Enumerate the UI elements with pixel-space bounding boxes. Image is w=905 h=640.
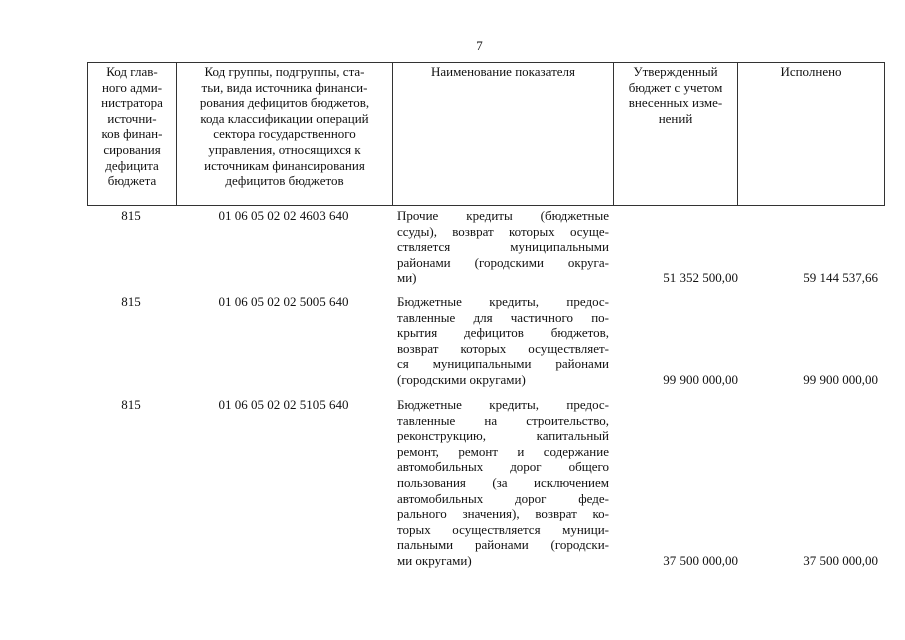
header-line: тьи, вида источника финанси- xyxy=(201,79,368,95)
header-line: источни- xyxy=(107,110,157,126)
code: 01 06 05 02 02 5105 640 xyxy=(218,397,349,412)
indicator-name-line: торых осуществляется муници- xyxy=(397,521,609,537)
indicator-name-line: ми округами) xyxy=(397,552,472,568)
header-line: источникам финансирования xyxy=(204,157,365,173)
header-line: Код группы, подгруппы, ста- xyxy=(204,64,365,79)
header-line: Утвержденный xyxy=(633,64,718,79)
header-executed: Исполнено xyxy=(738,63,885,206)
executed: 37 500 000,00 xyxy=(803,553,878,568)
approved: 99 900 000,00 xyxy=(663,372,738,387)
indicator-name xyxy=(397,294,609,388)
header-line: бюджет с учетом xyxy=(628,79,723,95)
header-line: бюджета xyxy=(107,173,157,189)
header-line: дефицита xyxy=(105,157,159,173)
approved: 51 352 500,00 xyxy=(663,270,738,286)
header-line: нистратора xyxy=(101,95,163,111)
header-admin-code xyxy=(88,63,177,206)
header-line: ного адми- xyxy=(101,79,163,95)
admin-code: 815 xyxy=(121,208,141,223)
header-line: рования дефицитов бюджетов, xyxy=(199,95,370,111)
indicator-name-line: ремонт, ремонт и содержание xyxy=(397,443,609,459)
header-line: нений xyxy=(658,110,693,126)
header-line: сирования xyxy=(103,141,161,157)
code: 01 06 05 02 02 5005 640 xyxy=(218,294,349,309)
page-number: 7 xyxy=(476,38,483,53)
indicator-name-line: ствляется муниципальными xyxy=(397,239,609,255)
indicator-name xyxy=(397,208,609,286)
indicator-name-line: возврат которых осуществляет- xyxy=(397,340,609,356)
indicator-name-line: автомобильных дорог общего xyxy=(397,459,609,475)
approved: 37 500 000,00 xyxy=(663,553,738,568)
header-line: управления, относящихся к xyxy=(208,141,361,157)
indicator-name-line: ми) xyxy=(397,270,417,286)
header-indicator-name: Наименование показателя xyxy=(393,63,614,206)
header-line: внесенных изме- xyxy=(628,95,723,111)
indicator-name-line: рального значения), возврат ко- xyxy=(397,506,609,522)
header-approved-budget xyxy=(614,63,738,206)
indicator-name-line: Бюджетные кредиты, предос- xyxy=(397,397,609,412)
table-header xyxy=(87,62,885,206)
header-line: Код глав- xyxy=(106,64,158,79)
indicator-name-line: районами (городскими округа- xyxy=(397,254,609,270)
executed: 59 144 537,66 xyxy=(803,270,878,286)
indicator-name-line: Бюджетные кредиты, предос- xyxy=(397,294,609,309)
indicator-name-line: пользования (за исключением xyxy=(397,474,609,490)
indicator-name xyxy=(397,397,609,569)
executed: 99 900 000,00 xyxy=(803,372,878,387)
header-line: сектора государственного xyxy=(213,126,356,142)
indicator-name-line: тавленные для частичного по- xyxy=(397,309,609,325)
header-line: ков финан- xyxy=(101,126,163,142)
code: 01 06 05 02 02 4603 640 xyxy=(218,208,349,223)
indicator-name-line: пальными районами (городски- xyxy=(397,537,609,553)
indicator-name-line: ся муниципальными районами xyxy=(397,356,609,372)
indicator-name-line: ссуды), возврат которых осуще- xyxy=(397,223,609,239)
header-line: кода классификации операций xyxy=(200,110,369,126)
header-source-code xyxy=(177,63,393,206)
indicator-name-line: тавленные на строительство, xyxy=(397,412,609,428)
indicator-name-line: Прочие кредиты (бюджетные xyxy=(397,208,609,223)
indicator-name-line: крытия дефицитов бюджетов, xyxy=(397,325,609,341)
admin-code: 815 xyxy=(121,294,141,309)
admin-code: 815 xyxy=(121,397,141,412)
indicator-name-line: (городскими округами) xyxy=(397,371,526,387)
header-line: дефицитов бюджетов xyxy=(225,173,344,189)
indicator-name-line: реконструкцию, капитальный xyxy=(397,428,609,444)
indicator-name-line: автомобильных дорог феде- xyxy=(397,490,609,506)
